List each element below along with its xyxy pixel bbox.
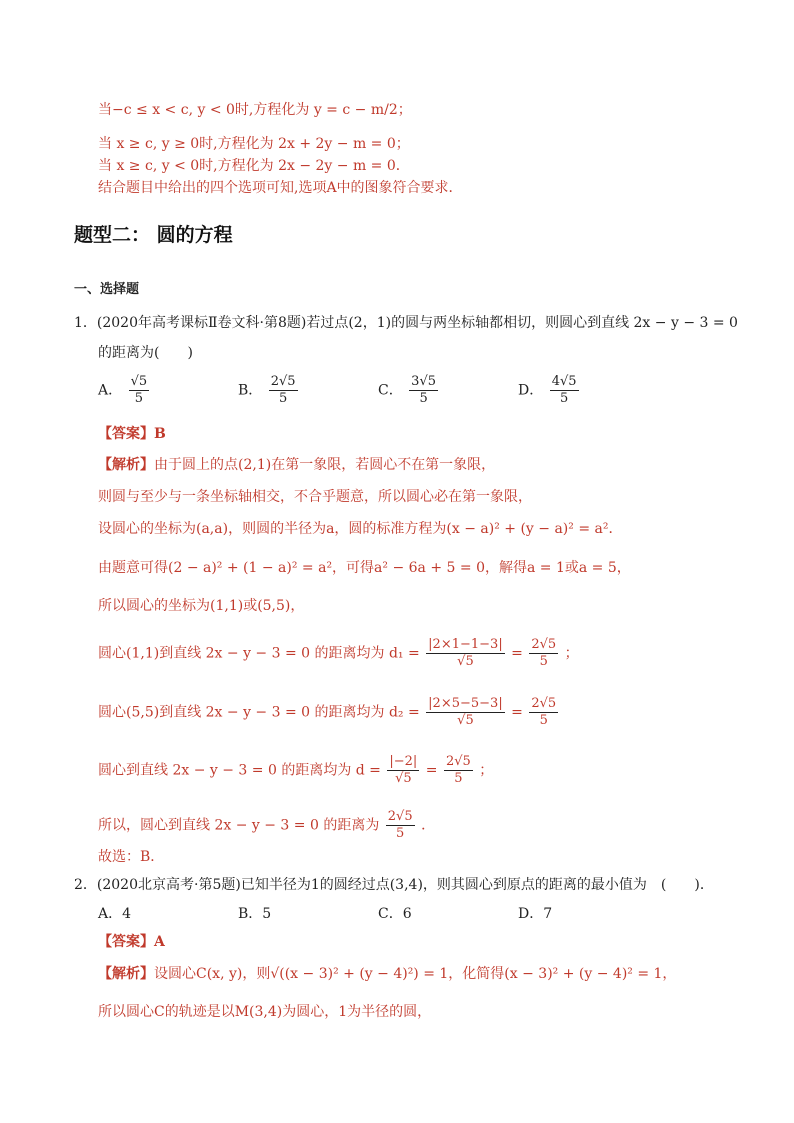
distance-text: 圆心(5,5)到直线 2x − y − 3 = 0 的距离均为 d₂ = bbox=[98, 704, 420, 721]
case-line-2: 当 x ≥ c, y ≥ 0时,方程化为 2x + 2y − m = 0； bbox=[98, 136, 410, 152]
conclusion-line: 结合题目中给出的四个选项可知,选项A中的图象符合要求． bbox=[98, 180, 463, 196]
fraction-denominator: √5 bbox=[395, 771, 412, 786]
option-fraction bbox=[550, 374, 579, 407]
q1-stem: 1．(2020年高考课标Ⅱ卷文科·第8题)若过点(2，1)的圆与两坐标轴都相切，则圆心到直线 2x − y − 3 = 0 bbox=[74, 315, 738, 331]
fraction-numerator: |−2| bbox=[389, 754, 418, 769]
q1-analysis-line-4: 由题意可得(2 − a)² + (1 − a)² = a²，可得a² − 6a + 5 = 0，解得a = 1或a = 5， bbox=[98, 560, 631, 576]
fraction-numerator: 2√5 bbox=[531, 637, 557, 652]
analysis-label: 【解析】 bbox=[98, 966, 154, 982]
result-fraction bbox=[444, 754, 473, 787]
option-fraction bbox=[409, 374, 438, 407]
q1-stem-cont: 的距离为( ) bbox=[98, 345, 193, 361]
q1-analysis-line-1 bbox=[98, 455, 495, 475]
result-fraction bbox=[529, 637, 558, 670]
fraction-denominator: 5 bbox=[419, 391, 428, 406]
q2-analysis-line-2: 所以圆心C的轨迹是以M(3,4)为圆心，1为半径的圆， bbox=[98, 1004, 432, 1020]
fraction-numerator: 3√5 bbox=[411, 374, 436, 389]
option-letter: C． bbox=[378, 382, 403, 399]
q2-option-a: A．4 bbox=[98, 906, 132, 922]
case-line-1: 当−c ≤ x < c, y < 0时,方程化为 y = c − m/2； bbox=[98, 102, 412, 118]
q1-analysis-line-7 bbox=[98, 696, 560, 729]
equals-sign: = bbox=[425, 762, 438, 779]
q1-option-d bbox=[518, 374, 581, 407]
option-letter: B． bbox=[238, 382, 263, 399]
fraction-denominator: √5 bbox=[457, 654, 474, 669]
option-letter: D． bbox=[518, 382, 544, 399]
q1-option-c bbox=[378, 374, 440, 407]
fraction-numerator: 4√5 bbox=[551, 374, 577, 389]
q1-option-b bbox=[238, 374, 300, 407]
fraction-numerator: |2×1−1−3| bbox=[428, 637, 503, 652]
fraction-numerator: 2√5 bbox=[531, 696, 557, 711]
distance-text: 圆心(1,1)到直线 2x − y − 3 = 0 的距离均为 d₁ = bbox=[98, 645, 420, 662]
fraction-denominator: 5 bbox=[279, 391, 288, 406]
equals-sign: = bbox=[511, 704, 523, 721]
fraction-denominator: 5 bbox=[396, 826, 405, 841]
q1-analysis-line-8 bbox=[98, 754, 493, 787]
end-mark: ； bbox=[564, 645, 579, 662]
q1-analysis-line-2: 则圆与至少与一条坐标轴相交，不合乎题意，所以圆心必在第一象限， bbox=[98, 489, 532, 505]
option-fraction bbox=[269, 374, 298, 407]
q2-answer: 【答案】A bbox=[98, 934, 165, 950]
topic-title: 题型二： 圆的方程 bbox=[74, 224, 233, 246]
fraction-numerator: 2√5 bbox=[270, 374, 296, 389]
distance-fraction bbox=[426, 696, 505, 729]
fraction-numerator: 2√5 bbox=[387, 809, 413, 824]
distance-fraction bbox=[387, 754, 419, 787]
fraction-denominator: 5 bbox=[134, 391, 143, 406]
result-fraction bbox=[529, 696, 558, 729]
q1-analysis-line-9 bbox=[98, 809, 435, 842]
distance-text: 所以，圆心到直线 2x − y − 3 = 0 的距离为 bbox=[98, 817, 380, 834]
option-letter: A． bbox=[98, 382, 123, 399]
fraction-denominator: 5 bbox=[539, 654, 548, 669]
q1-answer: 【答案】B bbox=[98, 426, 166, 442]
result-fraction bbox=[386, 809, 415, 842]
fraction-denominator: 5 bbox=[454, 771, 463, 786]
q1-analysis-line-5: 所以圆心的坐标为(1,1)或(5,5)， bbox=[98, 598, 305, 614]
analysis-text: 由于圆上的点(2,1)在第一象限，若圆心不在第一象限， bbox=[154, 457, 496, 473]
q2-analysis-line-1 bbox=[98, 964, 676, 984]
equals-sign: = bbox=[511, 645, 523, 662]
analysis-text: 设圆心C(x, y)，则√((x − 3)² + (y − 4)²) = 1，化简得(x − 3)² + (y − 4)² = 1， bbox=[154, 966, 677, 982]
q1-analysis-line-6 bbox=[98, 637, 579, 670]
q1-final-choice: 故选：B． bbox=[98, 849, 165, 865]
fraction-numerator: |2×5−5−3| bbox=[428, 696, 503, 711]
end-mark: ． bbox=[421, 817, 436, 834]
end-mark: ； bbox=[479, 762, 494, 779]
q2-stem: 2．(2020北京高考·第5题)已知半径为1的圆经过点(3,4)，则其圆心到原点的距离的最小值为 ( )． bbox=[74, 877, 714, 893]
option-fraction bbox=[129, 374, 150, 407]
fraction-numerator: 2√5 bbox=[445, 754, 471, 769]
q1-option-a bbox=[98, 374, 151, 407]
q1-analysis-line-3: 设圆心的坐标为(a,a)，则圆的半径为a，圆的标准方程为(x − a)² + (y − a)² = a²． bbox=[98, 521, 623, 537]
fraction-denominator: 5 bbox=[559, 391, 569, 406]
section-heading: 一、选择题 bbox=[74, 282, 140, 297]
case-line-3: 当 x ≥ c, y < 0时,方程化为 2x − 2y − m = 0． bbox=[98, 158, 410, 174]
q2-option-c: C．6 bbox=[378, 906, 412, 922]
q2-option-d: D．7 bbox=[518, 906, 553, 922]
distance-text: 圆心到直线 2x − y − 3 = 0 的距离均为 d = bbox=[98, 762, 381, 779]
fraction-numerator: √5 bbox=[130, 374, 148, 389]
distance-fraction bbox=[426, 637, 505, 670]
q2-option-b: B．5 bbox=[238, 906, 272, 922]
fraction-denominator: √5 bbox=[457, 713, 474, 728]
analysis-label: 【解析】 bbox=[98, 457, 154, 473]
fraction-denominator: 5 bbox=[539, 713, 548, 728]
